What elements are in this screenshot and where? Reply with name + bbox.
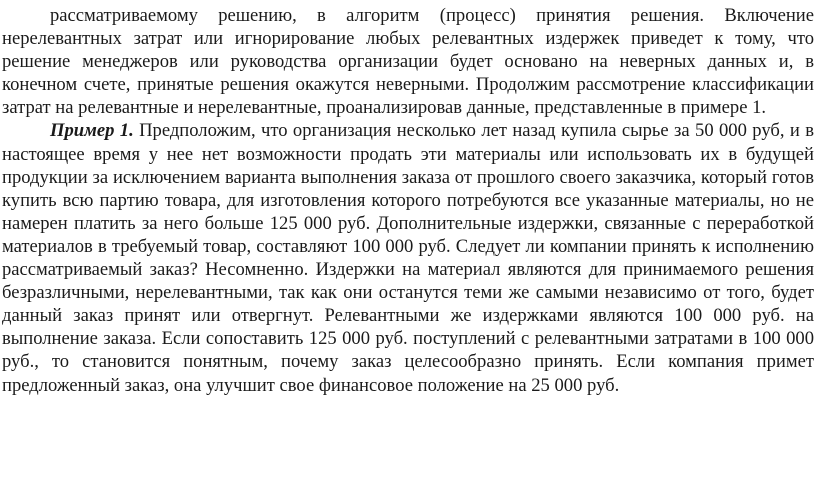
example-text: Предположим, что организация несколько лет назад купила сырье за 50 000 руб, и в настоящее время у нее нет возможности продать эти материалы или использовать их в будущей продукции за исключением варианта выполнения заказа от прошлого своего заказчика, который готов купить всю партию товара, для изготовления которого потребуются все указанные материалы, но не намерен платить за него больше 125 000 руб. Дополнительные издержки, связанные с переработкой материалов в требуемый товар, составляют 100 000 руб. Следует ли компании принять к исполнению рассматриваемый заказ? Несомненно. Издержки на материал являются для принимаемого решения безразличными, нерелевантными, так как они останутся теми же самыми независимо от того, будет данный заказ принят или отвергнут. Релевантными же издержками являются 100 000 руб. на выполнение заказа. Если сопоставить 125 000 руб. поступлений с релевантными затратами в 100 000 руб., то становится понятным, почему заказ целесообразно принять. Если компания примет предложенный заказ, она улучшит свое финансовое положение на 25 000 руб. (2, 120, 814, 396)
intro-paragraph: рассматриваемому решению, в алгоритм (процесс) принятия решения. Включение нерелевантных затрат или игнорирование любых релевантных издержек приведет к тому, что решение менеджеров или руководства организации будет основано на неверных данных и, в конечном счете, принятые решения окажутся неверными. Продолжим рассмотрение классификации затрат на релевантные и нерелевантные, проанализировав данные, представленные в примере 1. (2, 5, 814, 119)
example-label: Пример 1. (50, 120, 134, 142)
example-paragraph (2, 119, 814, 396)
